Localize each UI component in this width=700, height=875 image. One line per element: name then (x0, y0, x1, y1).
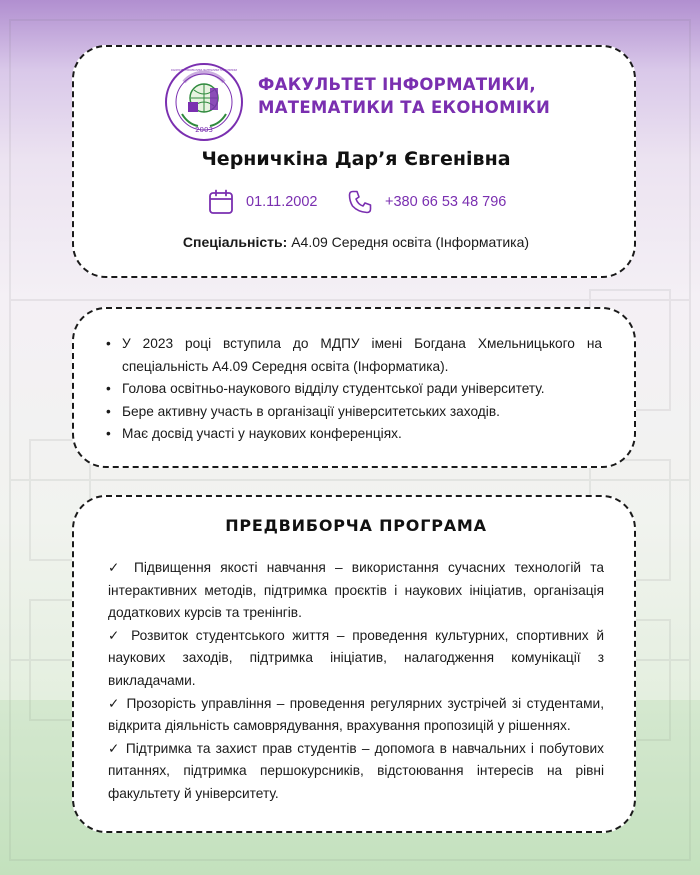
logo-ring-text: ФАКУЛЬТЕТ ІНФОРМАТИКИ, МАТЕМАТИКИ ТА ЕКОНОМІКИ (171, 69, 237, 72)
facts-card (72, 307, 636, 468)
list-item (106, 378, 602, 401)
specialty (74, 234, 638, 250)
logo-year: 2003 (195, 126, 213, 134)
faculty-title-line-2: МАТЕМАТИКИ ТА ЕКОНОМІКИ (258, 98, 551, 117)
candidate-card (72, 45, 636, 278)
fact-text: Має досвід участі у наукових конференціях. (122, 426, 402, 441)
faculty-title-line-1: ФАКУЛЬТЕТ ІНФОРМАТИКИ, (258, 75, 536, 94)
list-item (106, 333, 602, 378)
program-item: ✓ Підвищення якості навчання – використання сучасних технологій та інтерактивних методів, підтримка проєктів і наукових ініціатив, організація додаткових курсів та тренінгів. (108, 560, 604, 621)
birth-date: 01.11.2002 (246, 194, 318, 210)
list-item (106, 401, 602, 424)
program-card (72, 495, 636, 833)
fact-text: Бере активну участь в організації університетських заходів. (122, 403, 500, 419)
faculty-title (258, 73, 598, 119)
specialty-value: А4.09 Середня освіта (Інформатика) (287, 234, 530, 250)
program-title: ПРЕДВИБОРЧА ПРОГРАМА (225, 516, 487, 535)
phone-number[interactable]: +380 66 53 48 796 (385, 194, 507, 210)
facts-list (106, 333, 602, 446)
specialty-label: Спеціальність: (182, 234, 288, 250)
program-item: ✓ Підтримка та захист прав студентів – допомога в навчальних і побутових питаннях, підтримка першокурсників, відстоювання інтересів на рівні факультету й університету. (108, 740, 604, 801)
list-item (106, 423, 602, 446)
phone-icon (347, 189, 373, 215)
calendar-icon (208, 189, 234, 215)
fact-text: Голова освітньо-наукового відділу студентської ради університету. (122, 381, 545, 396)
birth-date-row (208, 188, 318, 216)
candidate-name: Черничкіна Дар’я Євгенівна (201, 148, 511, 170)
program-list (108, 557, 604, 806)
faculty-logo (164, 62, 244, 142)
phone-row (347, 188, 506, 216)
fact-text: У 2023 році вступила до МДПУ імені Богдана Хмельницького на спеціальність А4.09 Середня освіта (Інформатика). (122, 336, 602, 374)
program-item: ✓ Розвиток студентського життя – проведення культурних, спортивних й наукових заходів, підтримка ініціатив, налагодження комунікації з викладачами. (108, 627, 604, 688)
program-item: ✓ Прозорість управління – проведення регулярних зустрічей зі студентами, відкрита діяльність самоврядування, врахування пропозицій у рішеннях. (108, 695, 604, 734)
